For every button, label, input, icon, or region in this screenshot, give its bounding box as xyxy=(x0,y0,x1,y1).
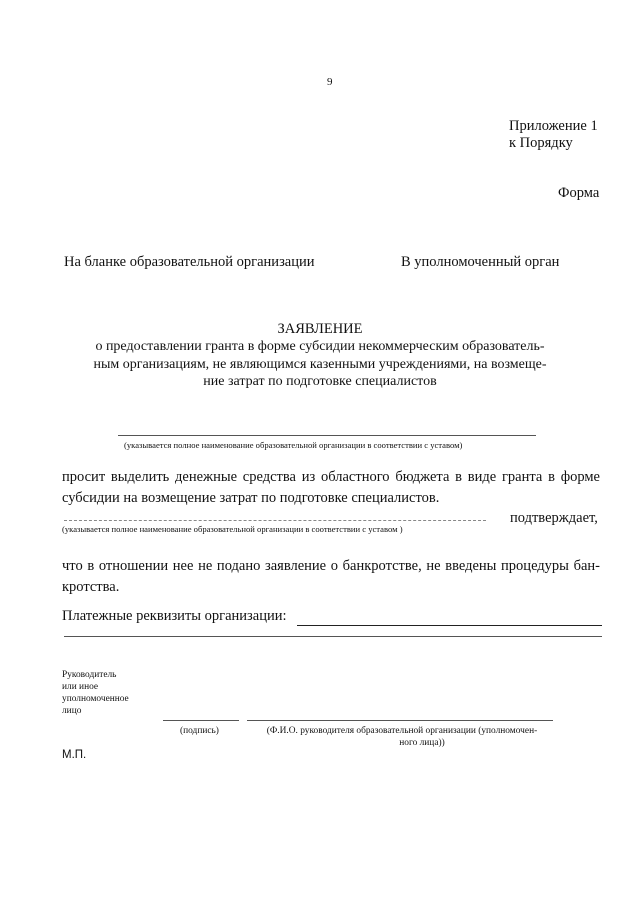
fio-hint-line-2: ного лица)) xyxy=(399,738,445,748)
addressee: В уполномоченный орган xyxy=(401,254,560,270)
signatory-line-3: уполномоченное xyxy=(62,694,129,704)
signatory-line-4: лицо xyxy=(62,706,82,716)
request-text xyxy=(62,467,600,509)
bankruptcy-text-line-2: кротства. xyxy=(62,579,120,595)
fio-hint xyxy=(246,725,558,749)
document-title: ЗАЯВЛЕНИЕ xyxy=(277,321,363,337)
confirm-word: подтверждает, xyxy=(510,510,598,526)
appendix-line-1: Приложение 1 xyxy=(509,118,598,134)
document-subtitle xyxy=(60,338,580,391)
subtitle-line-3: ние затрат по подготовке специалистов xyxy=(203,374,437,389)
appendix-line-2: к Порядку xyxy=(509,135,573,151)
org-name-hint: (указывается полное наименование образовательной организации в соответствии с уставом) xyxy=(124,440,463,450)
payment-label: Платежные реквизиты организации: xyxy=(62,608,287,624)
payment-details-line-2[interactable] xyxy=(64,636,602,637)
subtitle-line-1: о предоставлении гранта в форме субсидии некоммерческим образователь- xyxy=(95,339,545,354)
signatory-line-1: Руководитель xyxy=(62,670,117,680)
fio-hint-line-1: (Ф.И.О. руководителя образовательной организации (уполномочен- xyxy=(266,726,538,736)
confirm-org-hint: (указывается полное наименование образовательной организации в соответствии с уставом ) xyxy=(62,524,403,534)
signatory-line-2: или иное xyxy=(62,682,99,692)
form-label: Форма xyxy=(558,185,600,201)
signature-line[interactable] xyxy=(163,720,239,721)
fio-line[interactable] xyxy=(247,720,553,721)
page-number: 9 xyxy=(327,76,333,88)
bankruptcy-text xyxy=(62,556,600,598)
subtitle-line-2: ным организациям, не являющимся казенными учреждениями, на возмеще- xyxy=(93,356,547,372)
signature-hint: (подпись) xyxy=(180,726,219,736)
request-text-line-1: просит выделить денежные средства из областного бюджета в виде гранта в форме xyxy=(62,469,600,485)
signatory-label xyxy=(62,669,129,717)
stamp-label: М.П. xyxy=(62,749,87,761)
payment-details-line[interactable] xyxy=(297,625,602,626)
bankruptcy-text-line-1: что в отношении нее не подано заявление о банкротстве, не введены процедуры бан- xyxy=(62,558,600,574)
request-text-line-2: субсидии на возмещение затрат по подготовке специалистов. xyxy=(62,490,440,506)
letterhead-note: На бланке образовательной организации xyxy=(64,254,315,270)
org-name-line[interactable] xyxy=(118,435,536,436)
confirm-org-line[interactable] xyxy=(64,520,486,521)
